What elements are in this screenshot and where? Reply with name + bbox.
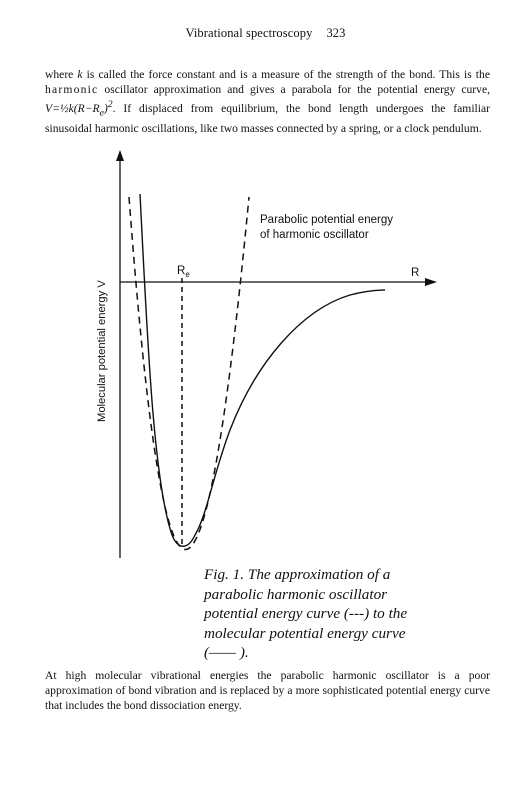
body-paragraph-1: where k is called the force constant and is a measure of the strength of the bond. This is the harmonic oscillator approximation and gives a parabola for the potential energy curve, $V=\frac{1}{2}k(R-R_e)^2$. If displaced from equilibrium, the bond length undergoes the familiar sinusoidal harmonic oscillations, like two masses connected by a spring, or a clock pendulum.: [45, 68, 490, 135]
parabola-label-line2: of harmonic oscillator: [260, 229, 369, 241]
potential-energy-diagram: [85, 150, 445, 560]
harmonic-parabola-curve: [129, 197, 249, 550]
running-header: [0, 26, 531, 41]
re-label: $R_e$: [177, 265, 190, 279]
header-title: Vibrational spectroscopy: [185, 26, 313, 40]
x-axis-arrowhead: [425, 278, 437, 286]
y-axis-arrowhead: [116, 150, 124, 161]
force-constant-symbol: k: [77, 68, 83, 81]
page-number: 323: [326, 26, 346, 40]
y-axis-label: Molecular potential energy V: [96, 280, 108, 422]
emphasized-word: harmonic: [45, 83, 99, 97]
harmonic-formula: $V=\frac{1}{2}k(R-R_e)^2$: [45, 99, 113, 119]
molecular-potential-curve: [140, 194, 385, 546]
potential-energy-figure: [85, 150, 445, 560]
parabola-label-line1: Parabolic potential energy: [260, 214, 393, 226]
body-paragraph-2: At high molecular vibrational energies the parabolic harmonic oscillator is a poor approximation of bond vibration and is replaced by a more sophisticated potential energy curve that includes the bond dissociation energy.: [45, 669, 490, 713]
figure-caption: Fig. 1. The approximation of a parabolic harmonic oscillator potential energy curve (---) to the molecular potential energy curve (—— ).: [204, 566, 408, 661]
x-axis-label: R: [411, 267, 420, 279]
